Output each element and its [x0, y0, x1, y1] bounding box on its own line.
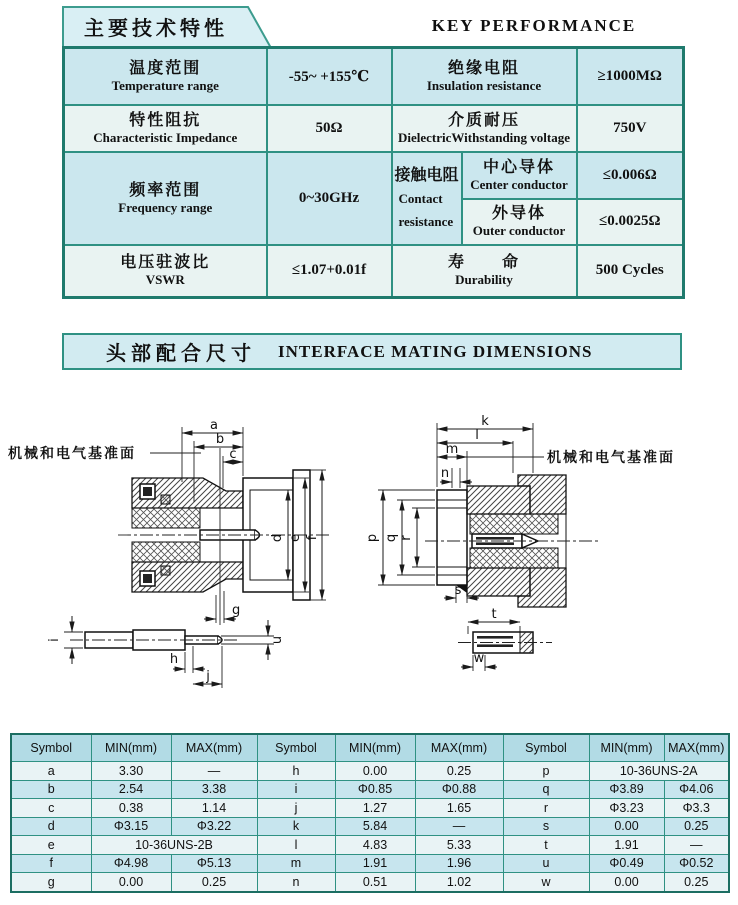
- durability-en: Durability: [455, 272, 513, 288]
- dim-table-cell: s: [503, 817, 589, 836]
- center-conductor-en: Center conductor: [470, 176, 568, 192]
- ref-plane-label-right: 机械和电气基准面: [547, 449, 675, 465]
- dim-label-k: k: [481, 414, 489, 429]
- dielectric-zh: 介质耐压: [447, 111, 520, 129]
- dim-label-l: l: [475, 428, 479, 443]
- spec-frequency-value: 0~30GHz: [267, 152, 392, 245]
- dim-table-cell: —: [415, 817, 503, 836]
- outer-conductor-en: Outer conductor: [472, 223, 566, 239]
- dim-table-cell: q: [503, 780, 589, 799]
- right-connector-drawing: [365, 414, 675, 671]
- temperature-zh: 温度范围: [129, 59, 202, 77]
- dim-label-e: e: [288, 534, 303, 542]
- dim-label-j: j: [206, 669, 210, 684]
- dim-table-cell: f: [11, 854, 91, 873]
- dim-label-a: a: [210, 418, 218, 433]
- dim-table-row: [11, 873, 729, 892]
- key-performance-title: KEY PERFORMANCE: [431, 16, 637, 35]
- dielectric-en: DielectricWithstanding voltage: [398, 129, 570, 145]
- dim-table-cell: 10-36UNS-2B: [91, 836, 257, 855]
- vswr-en: VSWR: [145, 272, 185, 288]
- dim-table-cell: 1.14: [171, 799, 257, 818]
- dim-table-cell: c: [11, 799, 91, 818]
- dim-label-r: r: [399, 535, 414, 541]
- spec-table: [62, 46, 685, 299]
- dim-table-row: [11, 799, 729, 818]
- dim-table-cell: 0.25: [171, 873, 257, 892]
- performance-tab: [62, 6, 274, 50]
- dim-table-cell: 1.02: [415, 873, 503, 892]
- dim-table-cell: Φ4.06: [664, 780, 729, 799]
- dim-label-p: p: [365, 533, 380, 543]
- dim-table-cell: Φ0.85: [335, 780, 415, 799]
- dim-label-g: g: [232, 603, 241, 618]
- dim-table-cell: a: [11, 762, 91, 781]
- dim-table-row: [11, 836, 729, 855]
- dim-table-row: [11, 762, 729, 781]
- dim-table-header: Symbol: [11, 734, 91, 762]
- dim-table-cell: 0.00: [335, 762, 415, 781]
- contact-en2: resistance: [398, 214, 454, 229]
- spec-insulation-label: [392, 48, 577, 105]
- dim-table-cell: 5.84: [335, 817, 415, 836]
- dim-table-header: Symbol: [257, 734, 335, 762]
- dim-table-cell: 1.91: [589, 836, 664, 855]
- dim-label-t: t: [491, 607, 497, 622]
- insulation-en: Insulation resistance: [426, 77, 542, 93]
- dim-table-cell: Φ0.49: [589, 854, 664, 873]
- dim-table-cell: g: [11, 873, 91, 892]
- dim-table-cell: Φ3.15: [91, 817, 171, 836]
- outer-conductor-zh: 外导体: [491, 205, 546, 223]
- dim-table-cell: l: [257, 836, 335, 855]
- dim-table-cell: j: [257, 799, 335, 818]
- dim-table-cell: 2.54: [91, 780, 171, 799]
- spec-durability-value: 500 Cycles: [577, 245, 684, 298]
- contact-en1: Contact: [398, 191, 443, 207]
- spec-dielectric-value: 750V: [577, 105, 684, 152]
- dim-table-cell: w: [503, 873, 589, 892]
- dim-table-cell: 1.65: [415, 799, 503, 818]
- dim-label-m: m: [445, 442, 459, 457]
- dim-label-n: n: [440, 466, 450, 481]
- insulation-zh: 绝缘电阻: [447, 59, 520, 77]
- dim-table-header: MIN(mm): [91, 734, 171, 762]
- frequency-en: Frequency range: [118, 199, 213, 215]
- dim-table-row: [11, 780, 729, 799]
- dim-table-header: MIN(mm): [335, 734, 415, 762]
- performance-tab-label: 主要技术特性: [84, 18, 228, 40]
- spec-durability-label: [392, 245, 577, 298]
- dim-table-cell: i: [257, 780, 335, 799]
- frequency-zh: 频率范围: [129, 181, 202, 199]
- spec-contact-label: [392, 152, 462, 245]
- spec-outer-conductor-label: [462, 199, 577, 245]
- dim-label-w: w: [473, 651, 485, 666]
- dim-table-header: MIN(mm): [589, 734, 664, 762]
- dim-table-cell: Φ5.13: [171, 854, 257, 873]
- dim-table-cell: 3.30: [91, 762, 171, 781]
- ref-plane-label-left: 机械和电气基准面: [8, 445, 136, 461]
- dim-label-c: c: [229, 447, 237, 462]
- dim-table-cell: 0.38: [91, 799, 171, 818]
- dim-table-cell: Φ3.89: [589, 780, 664, 799]
- dim-table-cell: 0.00: [589, 817, 664, 836]
- dim-table-cell: e: [11, 836, 91, 855]
- impedance-zh: 特性阻抗: [129, 111, 202, 129]
- impedance-en: Characteristic Impedance: [93, 129, 238, 145]
- dim-label-s: s: [454, 583, 462, 598]
- dim-table-cell: t: [503, 836, 589, 855]
- dim-table-cell: k: [257, 817, 335, 836]
- mating-banner-zh: 头部配合尺寸: [106, 343, 256, 365]
- dim-table-cell: 4.83: [335, 836, 415, 855]
- dim-table-cell: 0.25: [664, 817, 729, 836]
- dim-table-cell: p: [503, 762, 589, 781]
- dim-table-cell: Φ0.52: [664, 854, 729, 873]
- spec-insulation-value: ≥1000MΩ: [577, 48, 684, 105]
- spec-dielectric-label: [392, 105, 577, 152]
- dim-table-cell: 10-36UNS-2A: [589, 762, 729, 781]
- dim-table-cell: 0.25: [415, 762, 503, 781]
- mating-dimensions-banner: [62, 333, 682, 370]
- dim-table-cell: 5.33: [415, 836, 503, 855]
- mating-banner-en: INTERFACE MATING DIMENSIONS: [278, 341, 593, 361]
- dim-table-cell: Φ4.98: [91, 854, 171, 873]
- dim-label-q: q: [384, 533, 399, 543]
- center-conductor-zh: 中心导体: [482, 158, 555, 176]
- dim-label-h: h: [169, 652, 179, 667]
- spec-outer-conductor-value: ≤0.0025Ω: [577, 199, 684, 245]
- dim-table-cell: u: [503, 854, 589, 873]
- dim-table-cell: —: [664, 836, 729, 855]
- dim-label-u: u: [270, 635, 285, 645]
- dim-table-cell: n: [257, 873, 335, 892]
- left-connector-drawing: [8, 418, 330, 688]
- dim-table-cell: b: [11, 780, 91, 799]
- spec-vswr-label: [64, 245, 267, 298]
- spec-center-conductor-label: [462, 152, 577, 199]
- temperature-en: Temperature range: [111, 77, 219, 93]
- spec-vswr-value: ≤1.07+0.01f: [267, 245, 392, 298]
- dim-table-cell: 0.25: [664, 873, 729, 892]
- mating-dimensions-drawing: [0, 390, 738, 710]
- dim-table-cell: h: [257, 762, 335, 781]
- spec-impedance-label: [64, 105, 267, 152]
- contact-zh: 接触电阻: [394, 167, 459, 185]
- spec-temperature-label: [64, 48, 267, 105]
- dim-table-cell: 1.96: [415, 854, 503, 873]
- dim-table-cell: 1.27: [335, 799, 415, 818]
- dim-table-cell: r: [503, 799, 589, 818]
- dim-table-cell: 0.00: [91, 873, 171, 892]
- dim-table-header: MAX(mm): [664, 734, 729, 762]
- dim-table-cell: —: [171, 762, 257, 781]
- dim-table-cell: 0.00: [589, 873, 664, 892]
- dim-table-row: [11, 817, 729, 836]
- spec-impedance-value: 50Ω: [267, 105, 392, 152]
- spec-frequency-label: [64, 152, 267, 245]
- durability-zh: 寿 命: [447, 254, 520, 272]
- dimension-table: [10, 733, 730, 893]
- dim-table-cell: m: [257, 854, 335, 873]
- dim-table-cell: d: [11, 817, 91, 836]
- dim-table-header: Symbol: [503, 734, 589, 762]
- dim-label-d: d: [270, 533, 285, 543]
- dim-table-cell: Φ0.88: [415, 780, 503, 799]
- dim-table-cell: 3.38: [171, 780, 257, 799]
- dim-label-i: i: [47, 638, 62, 642]
- dim-table-cell: 1.91: [335, 854, 415, 873]
- vswr-zh: 电压驻波比: [120, 254, 211, 272]
- dim-label-b: b: [215, 432, 225, 447]
- dim-table-cell: Φ3.3: [664, 799, 729, 818]
- dim-table-row: [11, 854, 729, 873]
- dim-table-cell: 0.51: [335, 873, 415, 892]
- dim-table-header: MAX(mm): [415, 734, 503, 762]
- dim-label-f: f: [305, 535, 320, 541]
- dim-table-header: MAX(mm): [171, 734, 257, 762]
- dim-table-cell: Φ3.22: [171, 817, 257, 836]
- dim-table-cell: Φ3.23: [589, 799, 664, 818]
- spec-temperature-value: -55~ +155℃: [267, 48, 392, 105]
- spec-center-conductor-value: ≤0.006Ω: [577, 152, 684, 199]
